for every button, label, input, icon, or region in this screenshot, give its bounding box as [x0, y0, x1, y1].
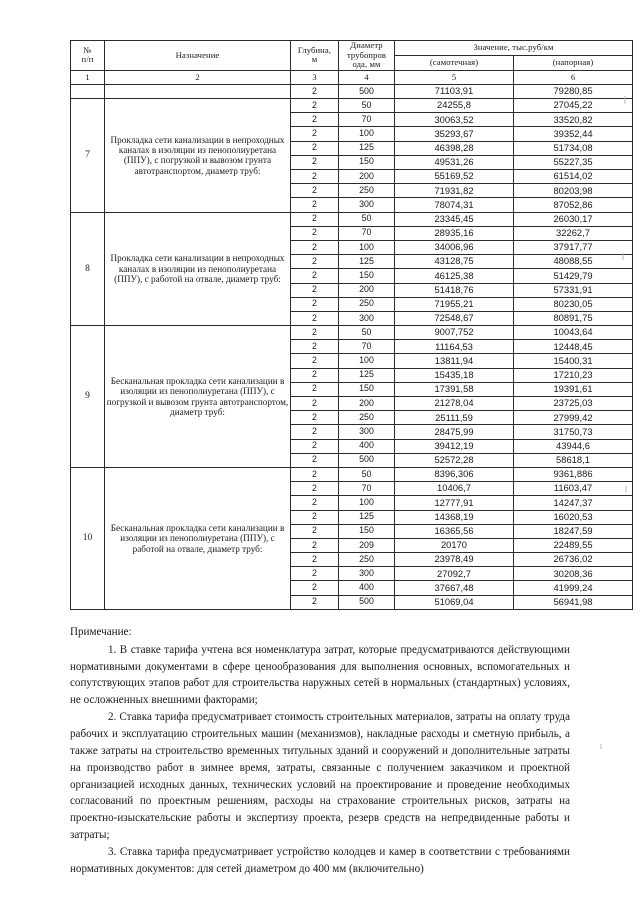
cell-gravity-value: 12777,91 — [395, 496, 514, 510]
cell-pressure-value: 51734,08 — [514, 141, 633, 155]
cell-diameter: 250 — [339, 184, 395, 198]
cell-gravity-value: 23978,49 — [395, 553, 514, 567]
table-row — [71, 326, 633, 340]
cell-pressure-value: 87052,86 — [514, 198, 633, 212]
cell-pressure-value: 61514,02 — [514, 170, 633, 184]
cell-diameter: 125 — [339, 255, 395, 269]
cell-depth: 2 — [291, 510, 339, 524]
cell-depth: 2 — [291, 425, 339, 439]
cell-diameter: 150 — [339, 269, 395, 283]
cell-gravity-value: 25111,59 — [395, 411, 514, 425]
cell-pressure-value: 57331,91 — [514, 283, 633, 297]
cell-depth: 2 — [291, 581, 339, 595]
row-group-number: 9 — [71, 326, 105, 468]
note-item-1: 1. В ставке тарифа учтена вся номенклатура затрат, которые предусматриваются действующими нормативными документами в сфере ценообразования для выполнения основных, вспомогательных и сопутствующих этапов работ для строительства наружных сетей в нормальных (стандартных) условиях, не осложненных внешними факторами; — [70, 643, 570, 707]
cell-pressure-value: 12448,45 — [514, 340, 633, 354]
table-row — [71, 84, 633, 98]
scan-artifact-2 — [622, 253, 624, 260]
cell-depth: 2 — [291, 326, 339, 340]
cell-depth: 2 — [291, 184, 339, 198]
header-number-line2: п/п — [81, 54, 94, 65]
cell-diameter: 100 — [339, 354, 395, 368]
cell-gravity-value: 20170 — [395, 538, 514, 552]
cell-gravity-value: 14368,19 — [395, 510, 514, 524]
cell-gravity-value: 72548,67 — [395, 311, 514, 325]
cell-depth: 2 — [291, 553, 339, 567]
cell-pressure-value: 17210,23 — [514, 368, 633, 382]
cell-pressure-value: 51429,79 — [514, 269, 633, 283]
cell-depth: 2 — [291, 382, 339, 396]
cell-pressure-value: 80230,05 — [514, 297, 633, 311]
cell-pressure-value: 33520,82 — [514, 113, 633, 127]
cell-gravity-value: 35293,67 — [395, 127, 514, 141]
cell-diameter: 150 — [339, 155, 395, 169]
cell-depth: 2 — [291, 155, 339, 169]
cell-gravity-value: 43128,75 — [395, 255, 514, 269]
cell-depth: 2 — [291, 170, 339, 184]
cell-pressure-value: 79280,85 — [514, 84, 633, 98]
row-group-number: 10 — [71, 467, 105, 609]
row-group-description: Бесканальная прокладка сети канализации в изоляции из пенополиуретана (ППУ), с работой на отвале, диаметр труб: — [105, 467, 291, 609]
cell-diameter: 150 — [339, 382, 395, 396]
cell-pressure-value: 41999,24 — [514, 581, 633, 595]
row-group-number: 7 — [71, 99, 105, 213]
cell-gravity-value: 28935,16 — [395, 226, 514, 240]
cell-diameter: 200 — [339, 283, 395, 297]
cell-depth: 2 — [291, 269, 339, 283]
cell-depth: 2 — [291, 311, 339, 325]
cell-gravity-value: 71103,91 — [395, 84, 514, 98]
scan-artifact-1 — [624, 96, 626, 104]
cell-gravity-value: 71955,21 — [395, 297, 514, 311]
cell-gravity-value: 51418,76 — [395, 283, 514, 297]
cell-depth: 2 — [291, 411, 339, 425]
cell-pressure-value: 9361,886 — [514, 467, 633, 481]
cell-diameter: 300 — [339, 425, 395, 439]
cell-depth: 2 — [291, 255, 339, 269]
cell-depth: 2 — [291, 283, 339, 297]
cell-diameter: 300 — [339, 198, 395, 212]
cell-depth: 2 — [291, 397, 339, 411]
cell-pressure-value: 26030,17 — [514, 212, 633, 226]
cell-depth: 2 — [291, 84, 339, 98]
header-gravity: (самотечная) — [395, 55, 514, 70]
cell-diameter: 250 — [339, 297, 395, 311]
cell-diameter: 500 — [339, 84, 395, 98]
cell-diameter: 300 — [339, 311, 395, 325]
cell-diameter: 250 — [339, 411, 395, 425]
cell-diameter: 50 — [339, 212, 395, 226]
cell-pressure-value: 18247,59 — [514, 524, 633, 538]
cell-pressure-value: 19391,61 — [514, 382, 633, 396]
row-group-description: Прокладка сети канализации в непроходных каналах в изоляции из пенополиуретана (ППУ), с погрузкой и вывозом грунта автотранспортом, диаметр труб: — [105, 99, 291, 213]
cell-depth: 2 — [291, 354, 339, 368]
cell-diameter: 500 — [339, 453, 395, 467]
header-diameter — [339, 41, 395, 71]
cell-depth: 2 — [291, 538, 339, 552]
cell-gravity-value: 28475,99 — [395, 425, 514, 439]
row-group-number: 8 — [71, 212, 105, 326]
cell-gravity-value: 27092,7 — [395, 567, 514, 581]
cell-diameter: 300 — [339, 567, 395, 581]
cell-gravity-value: 13811,94 — [395, 354, 514, 368]
cell-diameter: 400 — [339, 439, 395, 453]
column-number-row — [71, 70, 633, 84]
header-pressure: (напорная) — [514, 55, 633, 70]
cell-diameter: 70 — [339, 226, 395, 240]
cell-pressure-value: 37917,77 — [514, 240, 633, 254]
cell-gravity-value: 11164,53 — [395, 340, 514, 354]
cell-pressure-value: 58618,1 — [514, 453, 633, 467]
cell-gravity-value: 39412,19 — [395, 439, 514, 453]
cell-pressure-value: 27999,42 — [514, 411, 633, 425]
cell-depth: 2 — [291, 524, 339, 538]
table-row — [71, 467, 633, 481]
cell-pressure-value: 11603,47 — [514, 482, 633, 496]
cell-gravity-value: 46125,38 — [395, 269, 514, 283]
header-depth-line2: м — [311, 54, 318, 65]
cell-diameter: 125 — [339, 141, 395, 155]
cell-depth: 2 — [291, 198, 339, 212]
cell-pressure-value: 39352,44 — [514, 127, 633, 141]
column-number-5: 5 — [395, 70, 514, 84]
cell-pressure-value: 10043,64 — [514, 326, 633, 340]
cell-gravity-value: 15435,18 — [395, 368, 514, 382]
note-item-2: 2. Ставка тарифа предусматривает стоимость строительных материалов, затраты на оплату труда рабочих и эксплуатацию строительных машин (механизмов), накладные расходы и сметную прибыль, а также затраты на строительство временных титульных зданий и сооружений и дополнительные затраты на производство работ в зимнее время, затраты, связанные с получением заказчиком и проектной организацией исходных данных, технических условий на проектирование и проведение необходимых согласований по проектным решениям, расходы на страхование строительных рисков, затраты на проектно-изыскательские работы и экспертизу проекта, резерв средств на непредвиденные работы и затраты; — [70, 711, 570, 842]
header-diameter-line3: ода, мм — [352, 59, 381, 70]
cell-diameter: 70 — [339, 113, 395, 127]
cell-gravity-value: 49531,26 — [395, 155, 514, 169]
cell-gravity-value: 10406,7 — [395, 482, 514, 496]
header-depth — [291, 41, 339, 71]
cell-diameter: 500 — [339, 595, 395, 609]
cell-depth: 2 — [291, 496, 339, 510]
column-number-6: 6 — [514, 70, 633, 84]
cell-diameter: 250 — [339, 553, 395, 567]
cell-gravity-value: 9007,752 — [395, 326, 514, 340]
cell-pressure-value: 56941,98 — [514, 595, 633, 609]
header-row-1 — [71, 41, 633, 56]
cell-diameter: 100 — [339, 496, 395, 510]
cell-gravity-value: 78074,31 — [395, 198, 514, 212]
cell-diameter: 70 — [339, 482, 395, 496]
table-header — [71, 41, 633, 85]
cell-gravity-value: 17391,58 — [395, 382, 514, 396]
cell-pressure-value: 23725,03 — [514, 397, 633, 411]
cell-depth: 2 — [291, 212, 339, 226]
cell-depth: 2 — [291, 368, 339, 382]
cell-depth: 2 — [291, 99, 339, 113]
header-purpose: Назначение — [105, 41, 291, 71]
cell-pressure-value: 22489,55 — [514, 538, 633, 552]
cell-gravity-value: 24255,8 — [395, 99, 514, 113]
cell-depth: 2 — [291, 127, 339, 141]
cell-gravity-value: 46398,28 — [395, 141, 514, 155]
row-group-description: Бесканальная прокладка сети канализации в изоляции из пенополиуретана (ППУ), с погрузкой и вывозом грунта автотранспортом, диаметр труб: — [105, 326, 291, 468]
cell-diameter: 100 — [339, 240, 395, 254]
column-number-2: 2 — [105, 70, 291, 84]
cell-depth: 2 — [291, 567, 339, 581]
cell-pressure-value: 31750,73 — [514, 425, 633, 439]
table-row — [71, 99, 633, 113]
cell-diameter: 209 — [339, 538, 395, 552]
cell-pressure-value: 80891,75 — [514, 311, 633, 325]
cell-diameter: 100 — [339, 127, 395, 141]
notes-heading: Примечание: — [70, 625, 132, 638]
header-depth-line1: Глубина, — [297, 44, 332, 55]
header-value-group: Значение, тыс.руб/км — [395, 41, 633, 56]
header-diameter-line1: Диаметр — [350, 40, 383, 50]
cell-pressure-value: 15400,31 — [514, 354, 633, 368]
cell-pressure-value: 48088,55 — [514, 255, 633, 269]
note-item-3: 3. Ставка тарифа предусматривает устройство колодцев и камер в соответствии с требованиями нормативных документов: для сетей диаметром до 400 мм (включительно) — [70, 845, 570, 875]
column-number-4: 4 — [339, 70, 395, 84]
tariff-table — [70, 40, 633, 610]
cell-pressure-value: 43944,6 — [514, 439, 633, 453]
cell-depth: 2 — [291, 595, 339, 609]
cell-depth: 2 — [291, 439, 339, 453]
cell-diameter: 50 — [339, 467, 395, 481]
header-number — [71, 41, 105, 71]
header-number-line1: № — [83, 44, 92, 55]
cell-gravity-value: 8396,306 — [395, 467, 514, 481]
cell-gravity-value: 71931,82 — [395, 184, 514, 198]
row-group-number-empty — [71, 84, 105, 98]
cell-diameter: 125 — [339, 368, 395, 382]
cell-depth: 2 — [291, 340, 339, 354]
scan-artifact-4 — [600, 744, 602, 749]
cell-gravity-value: 51069,04 — [395, 595, 514, 609]
cell-pressure-value: 80203,98 — [514, 184, 633, 198]
cell-depth: 2 — [291, 240, 339, 254]
cell-depth: 2 — [291, 113, 339, 127]
header-diameter-line2: трубопров — [346, 49, 387, 60]
cell-pressure-value: 26736,02 — [514, 553, 633, 567]
column-number-3: 3 — [291, 70, 339, 84]
cell-diameter: 50 — [339, 326, 395, 340]
cell-pressure-value: 16020,53 — [514, 510, 633, 524]
cell-gravity-value: 21278,04 — [395, 397, 514, 411]
cell-pressure-value: 32262,7 — [514, 226, 633, 240]
cell-depth: 2 — [291, 453, 339, 467]
cell-pressure-value: 14247,37 — [514, 496, 633, 510]
cell-diameter: 70 — [339, 340, 395, 354]
cell-gravity-value: 30063,52 — [395, 113, 514, 127]
cell-diameter: 125 — [339, 510, 395, 524]
cell-diameter: 50 — [339, 99, 395, 113]
cell-pressure-value: 27045,22 — [514, 99, 633, 113]
cell-depth: 2 — [291, 467, 339, 481]
cell-pressure-value: 55227,35 — [514, 155, 633, 169]
cell-diameter: 200 — [339, 397, 395, 411]
cell-depth: 2 — [291, 226, 339, 240]
row-description-empty — [105, 84, 291, 98]
cell-gravity-value: 34006,96 — [395, 240, 514, 254]
cell-gravity-value: 23345,45 — [395, 212, 514, 226]
cell-gravity-value: 52572,28 — [395, 453, 514, 467]
row-group-description: Прокладка сети канализации в непроходных каналах в изоляции из пенополиуретана (ППУ), с работой на отвале, диаметр труб: — [105, 212, 291, 326]
cell-diameter: 400 — [339, 581, 395, 595]
table-row — [71, 212, 633, 226]
cell-depth: 2 — [291, 141, 339, 155]
cell-depth: 2 — [291, 482, 339, 496]
table-body — [71, 84, 633, 609]
cell-gravity-value: 37667,48 — [395, 581, 514, 595]
cell-gravity-value: 55169,52 — [395, 170, 514, 184]
cell-gravity-value: 16365,56 — [395, 524, 514, 538]
scan-artifact-3 — [625, 486, 627, 492]
notes-section — [70, 624, 570, 878]
column-number-1: 1 — [71, 70, 105, 84]
cell-depth: 2 — [291, 297, 339, 311]
cell-diameter: 200 — [339, 170, 395, 184]
cell-diameter: 150 — [339, 524, 395, 538]
cell-pressure-value: 30208,36 — [514, 567, 633, 581]
